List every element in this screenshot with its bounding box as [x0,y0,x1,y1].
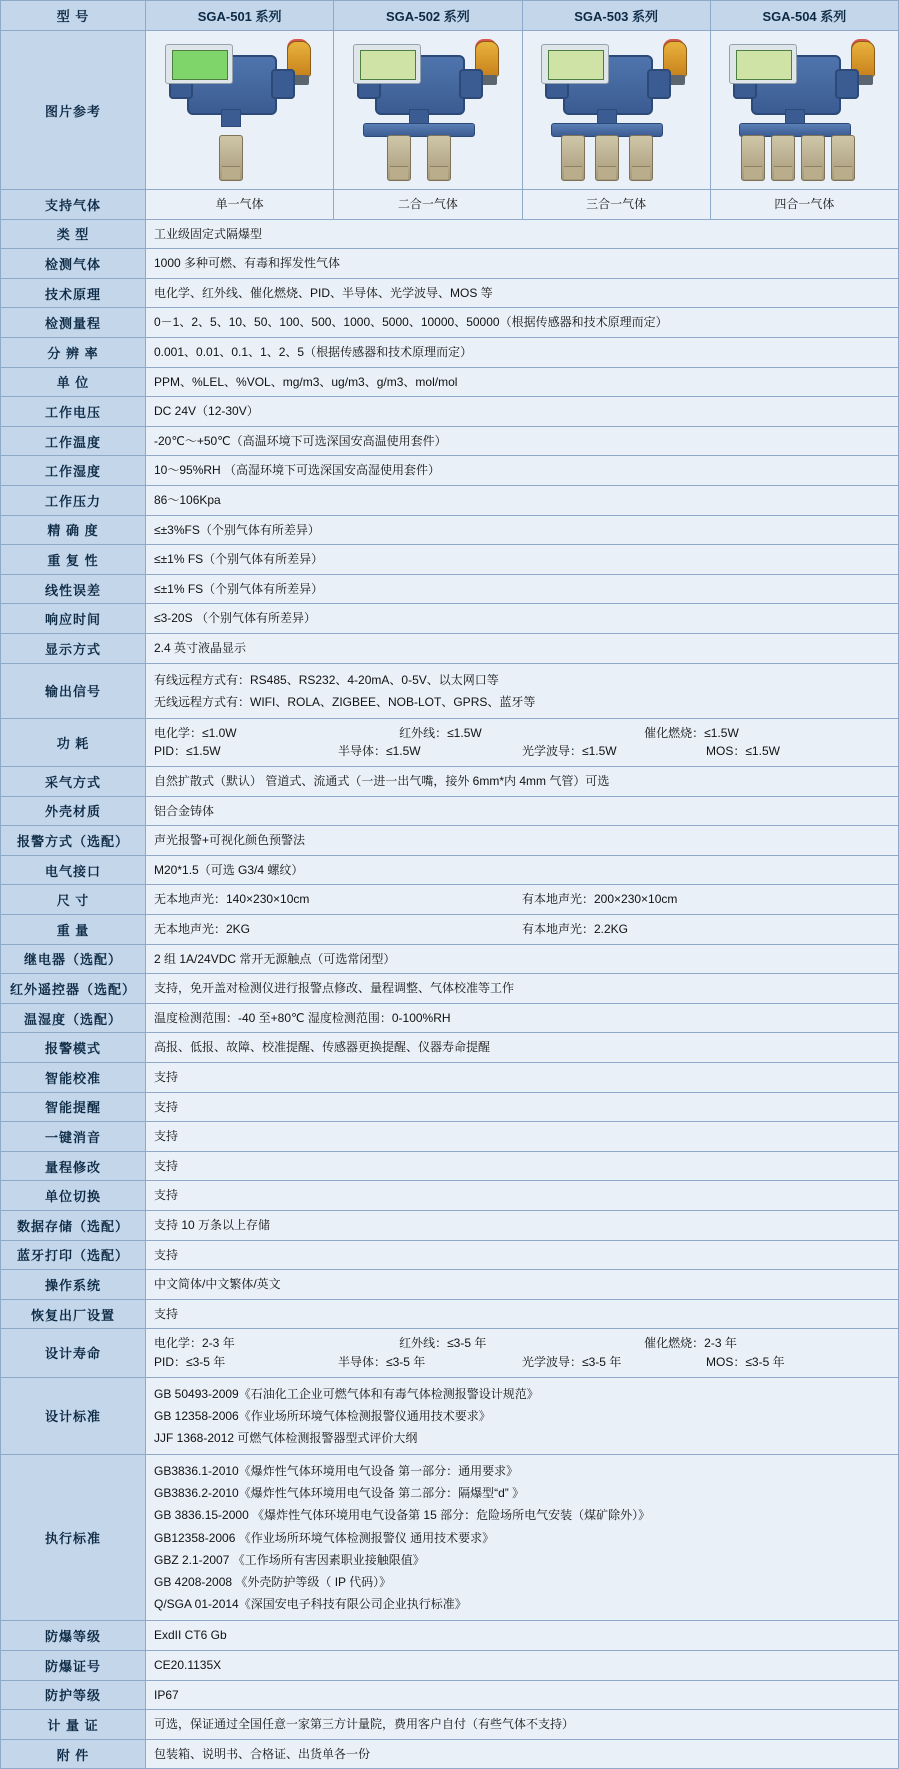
power-name-0: 电化学： [154,725,203,740]
row-label: 报警方式（选配） [1,826,146,856]
model-504: SGA-504 系列 [710,1,898,31]
design-standard-line: GB 50493-2009《石油化工企业可燃气体和有毒气体检测报警设计规范》 [154,1386,539,1401]
row-label-image: 图片参考 [1,31,146,190]
row-value: 支持 [146,1299,899,1329]
row-label: 红外遥控器（选配） [1,974,146,1004]
model-503: SGA-503 系列 [522,1,710,31]
row-label: 类 型 [1,219,146,249]
row-value: IP67 [146,1680,899,1710]
table-row [1,1621,899,1651]
row-value: 中文简体/中文繁体/英文 [146,1270,899,1300]
table-row [1,278,899,308]
row-value: 支持 [146,1151,899,1181]
weight-with-alarm: 有本地声光：2.2KG [522,922,629,937]
table-row [1,1003,899,1033]
row-label: 附 件 [1,1739,146,1769]
life-name-0: 电化学： [154,1336,203,1351]
row-value: DC 24V（12-30V） [146,397,899,427]
life-value-0: 2-3 年 [202,1336,235,1351]
row-value: 支持 [146,1063,899,1093]
row-label-gas-support: 支持气体 [1,190,146,220]
row-label-model: 型 号 [1,1,146,31]
row-value: 0－1、2、5、10、50、100、500、1000、5000、10000、50000（根据传感器和技术原理而定） [146,308,899,338]
gas-detector-illustration-1 [155,35,325,185]
table-row [1,1122,899,1152]
table-row [1,367,899,397]
life-name-3: PID： [154,1354,187,1369]
row-label: 单位切换 [1,1181,146,1211]
power-name-2: 催化燃烧： [644,725,705,740]
exec-standard-line: GB 4208-2008 《外壳防护等级（ IP 代码）》 [154,1575,392,1590]
table-row [1,1210,899,1240]
row-label: 工作湿度 [1,456,146,486]
table-row [1,515,899,545]
row-label-design-standard: 设计标准 [1,1377,146,1455]
row-label: 重 复 性 [1,545,146,575]
row-value: 铝合金铸体 [146,796,899,826]
gas-support-504: 四合一气体 [710,190,898,220]
row-label-power: 功 耗 [1,718,146,766]
row-label: 温湿度（选配） [1,1003,146,1033]
life-value-3: ≤3-5 年 [186,1354,226,1369]
device-image-504 [710,31,898,190]
row-label: 防爆等级 [1,1621,146,1651]
row-value: ExdII CT6 Gb [146,1621,899,1651]
design-life-values [146,1329,899,1377]
row-label: 线性误差 [1,574,146,604]
row-value: 温度检测范围：-40 至+80℃ 湿度检测范围：0-100%RH [146,1003,899,1033]
table-row [1,308,899,338]
life-name-2: 催化燃烧： [644,1336,705,1351]
exec-standard-line: Q/SGA 01-2014《深国安电子科技有限公司企业执行标准》 [154,1597,467,1612]
gas-detector-illustration-3 [531,35,701,185]
power-value-3: ≤1.5W [186,744,221,759]
power-value-4: ≤1.5W [386,744,421,759]
row-value: 86～106Kpa [146,485,899,515]
row-value: 包装箱、说明书、合格证、出货单各一份 [146,1739,899,1769]
table-row [1,944,899,974]
table-row [1,1680,899,1710]
table-row [1,604,899,634]
table-row-size [1,885,899,915]
table-row-design-standard [1,1377,899,1455]
power-value-5: ≤1.5W [582,744,617,759]
table-row [1,974,899,1004]
row-label: 技术原理 [1,278,146,308]
row-label: 采气方式 [1,767,146,797]
row-label: 操作系统 [1,1270,146,1300]
table-row-model [1,1,899,31]
power-value-1: ≤1.5W [447,725,482,740]
exec-standard-line: GB3836.1-2010《爆炸性气体环境用电气设备 第一部分：通用要求》 [154,1464,519,1479]
table-row [1,767,899,797]
table-row [1,1651,899,1681]
row-label: 计 量 证 [1,1710,146,1740]
exec-standard-line: GB3836.2-2010《爆炸性气体环境用电气设备 第二部分：隔爆型“d” 》 [154,1486,525,1501]
row-label: 响应时间 [1,604,146,634]
model-501: SGA-501 系列 [146,1,334,31]
row-label-output-signal: 输出信号 [1,663,146,718]
row-value: 工业级固定式隔爆型 [146,219,899,249]
table-row [1,1710,899,1740]
row-label-exec-standard: 执行标准 [1,1455,146,1621]
output-signal-wireless: 无线远程方式有：WIFI、ROLA、ZIGBEE、NOB-LOT、GPRS、蓝牙等 [154,694,536,709]
size-without-alarm: 无本地声光：140×230×10cm [154,892,310,907]
table-row [1,574,899,604]
gas-support-502: 二合一气体 [334,190,522,220]
row-label: 单 位 [1,367,146,397]
row-value: 支持 [146,1122,899,1152]
row-label: 智能校准 [1,1063,146,1093]
row-label: 防爆证号 [1,1651,146,1681]
weight-without-alarm: 无本地声光：2KG [154,922,251,937]
row-label-size: 尺 寸 [1,885,146,915]
table-row [1,1063,899,1093]
row-label-weight: 重 量 [1,915,146,945]
row-label: 工作温度 [1,426,146,456]
table-row [1,1240,899,1270]
row-label: 数据存储（选配） [1,1210,146,1240]
table-row [1,1739,899,1769]
life-value-5: ≤3-5 年 [582,1354,622,1369]
table-row [1,426,899,456]
row-label: 电气接口 [1,855,146,885]
output-signal-values [146,663,899,718]
life-name-5: 光学波导： [522,1354,583,1369]
size-with-alarm: 有本地声光：200×230×10cm [522,892,678,907]
life-value-2: 2-3 年 [704,1336,737,1351]
table-row [1,545,899,575]
row-value: 2.4 英寸液晶显示 [146,633,899,663]
design-standard-values [146,1377,899,1455]
row-label: 分 辨 率 [1,337,146,367]
table-row-exec-standard [1,1455,899,1621]
row-label: 蓝牙打印（选配） [1,1240,146,1270]
row-label: 报警模式 [1,1033,146,1063]
table-row [1,1151,899,1181]
row-label: 显示方式 [1,633,146,663]
device-image-501 [146,31,334,190]
power-name-4: 半导体： [338,744,387,759]
power-name-1: 红外线： [399,725,448,740]
table-row [1,1270,899,1300]
row-value: 可选，保证通过全国任意一家第三方计量院，费用客户自付（有些气体不支持） [146,1710,899,1740]
exec-standard-line: GB 3836.15-2000 《爆炸性气体环境用电气设备第 15 部分：危险场所电气安装（煤矿除外）》 [154,1508,651,1523]
row-value: ≤±1% FS（个别气体有所差异） [146,574,899,604]
row-value: 0.001、0.01、0.1、1、2、5（根据传感器和技术原理而定） [146,337,899,367]
table-row [1,826,899,856]
life-value-6: ≤3-5 年 [745,1354,785,1369]
row-label: 防护等级 [1,1680,146,1710]
row-value: 支持 [146,1181,899,1211]
exec-standard-line: GBZ 2.1-2007 《工作场所有害因素职业接触限值》 [154,1552,425,1567]
gas-support-501: 单一气体 [146,190,334,220]
table-row [1,1299,899,1329]
device-image-503 [522,31,710,190]
table-row-image [1,31,899,190]
row-value: 支持 [146,1240,899,1270]
output-signal-wired: 有线远程方式有：RS485、RS232、4-20mA、0-5V、以太网口等 [154,672,499,687]
table-row [1,485,899,515]
table-row-gas-support [1,190,899,220]
table-row [1,337,899,367]
row-label: 一键消音 [1,1122,146,1152]
table-row [1,1033,899,1063]
table-row [1,1092,899,1122]
row-value: 自然扩散式（默认） 管道式、流通式（一进一出气嘴，接外 6mm*内 4mm 气管）可选 [146,767,899,797]
row-label: 检测量程 [1,308,146,338]
row-label: 工作压力 [1,485,146,515]
design-standard-line: JJF 1368-2012 可燃气体检测报警器型式评价大纲 [154,1430,418,1445]
table-row [1,633,899,663]
table-row [1,219,899,249]
table-row [1,855,899,885]
model-502: SGA-502 系列 [334,1,522,31]
row-value: 2 组 1A/24VDC 常开无源触点（可选常闭型） [146,944,899,974]
row-value: 10～95%RH （高湿环境下可选深国安高湿使用套件） [146,456,899,486]
row-value: 支持 [146,1092,899,1122]
row-label: 外壳材质 [1,796,146,826]
row-label: 工作电压 [1,397,146,427]
table-row-weight [1,915,899,945]
size-values [146,885,899,915]
row-label-design-life: 设计寿命 [1,1329,146,1377]
power-name-3: PID： [154,744,187,759]
row-value: ≤±3%FS（个别气体有所差异） [146,515,899,545]
table-row [1,1181,899,1211]
row-value: 支持 10 万条以上存储 [146,1210,899,1240]
row-value: 支持，免开盖对检测仪进行报警点修改、量程调整、气体校准等工作 [146,974,899,1004]
device-image-502 [334,31,522,190]
row-label: 检测气体 [1,249,146,279]
table-row-design-life [1,1329,899,1377]
power-name-5: 光学波导： [522,744,583,759]
gas-detector-illustration-4 [719,35,889,185]
row-value: ≤±1% FS（个别气体有所差异） [146,545,899,575]
power-value-2: ≤1.5W [704,725,739,740]
life-name-1: 红外线： [399,1336,448,1351]
row-label: 智能提醒 [1,1092,146,1122]
row-value: M20*1.5（可选 G3/4 螺纹） [146,855,899,885]
table-row [1,397,899,427]
exec-standard-line: GB12358-2006 《作业场所环境气体检测报警仪 通用技术要求》 [154,1530,495,1545]
row-label: 继电器（选配） [1,944,146,974]
life-value-4: ≤3-5 年 [386,1354,426,1369]
table-row-power [1,718,899,766]
weight-values [146,915,899,945]
row-value: 高报、低报、故障、校准提醒、传感器更换提醒、仪器寿命提醒 [146,1033,899,1063]
life-name-6: MOS： [706,1354,746,1369]
row-label: 恢复出厂设置 [1,1299,146,1329]
row-value: 1000 多种可燃、有毒和挥发性气体 [146,249,899,279]
table-row [1,249,899,279]
power-value-0: ≤1.0W [202,725,237,740]
gas-support-503: 三合一气体 [522,190,710,220]
design-standard-line: GB 12358-2006《作业场所环境气体检测报警仪通用技术要求》 [154,1408,491,1423]
table-row-output-signal [1,663,899,718]
power-value-6: ≤1.5W [745,744,780,759]
table-row [1,456,899,486]
life-value-1: ≤3-5 年 [447,1336,487,1351]
row-label: 量程修改 [1,1151,146,1181]
row-value: ≤3-20S （个别气体有所差异） [146,604,899,634]
exec-standard-values [146,1455,899,1621]
row-value: CE20.1135X [146,1651,899,1681]
life-name-4: 半导体： [338,1354,387,1369]
row-value: 电化学、红外线、催化燃烧、PID、半导体、光学波导、MOS 等 [146,278,899,308]
gas-detector-illustration-2 [343,35,513,185]
row-value: 声光报警+可视化颜色预警法 [146,826,899,856]
row-label: 精 确 度 [1,515,146,545]
power-name-6: MOS： [706,744,746,759]
power-values [146,718,899,766]
row-value: -20℃～+50℃（高温环境下可选深国安高温使用套件） [146,426,899,456]
row-value: PPM、%LEL、%VOL、mg/m3、ug/m3、g/m3、mol/mol [146,367,899,397]
table-row [1,796,899,826]
